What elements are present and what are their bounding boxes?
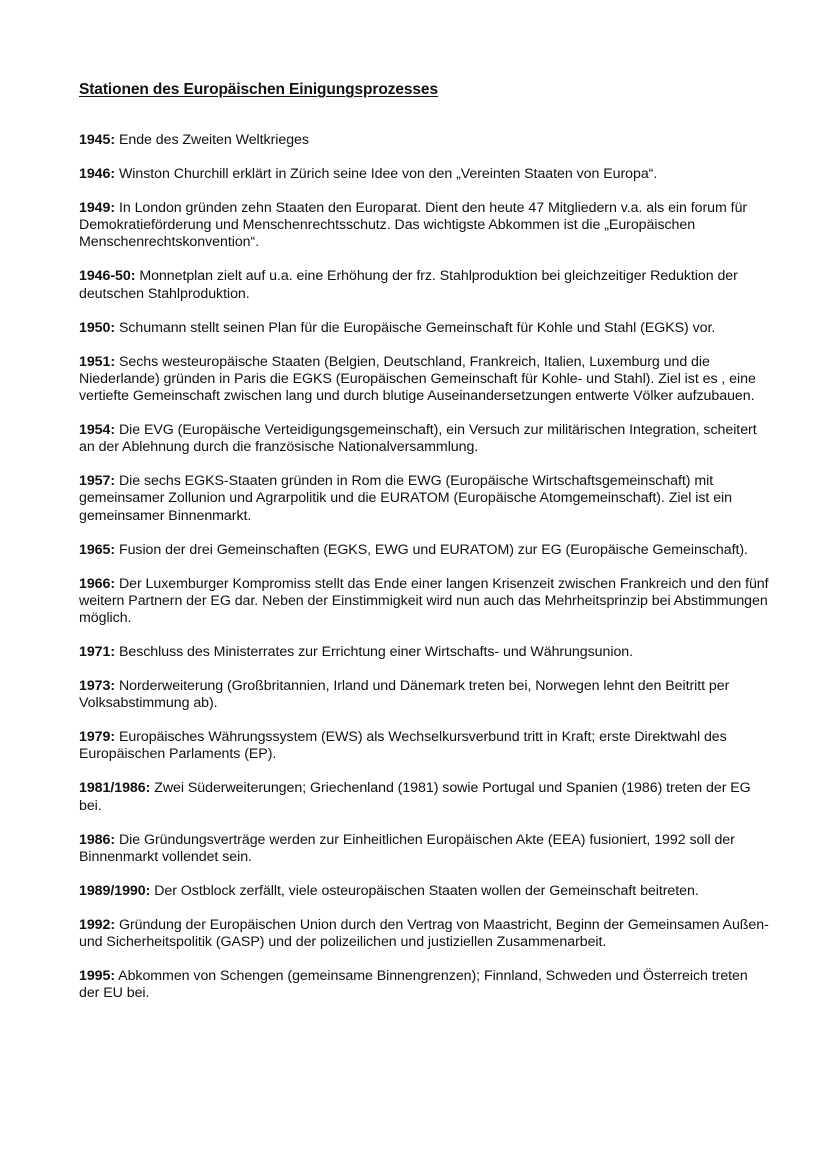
timeline-entry	[79, 354, 769, 406]
timeline-entry	[79, 883, 769, 900]
entry-year: 1946-50:	[79, 268, 136, 285]
timeline-entry	[79, 729, 769, 763]
entry-text: Der Ostblock zerfällt, viele osteuropäischen Staaten wollen der Gemeinschaft beitreten.	[154, 882, 699, 899]
entry-text: Norderweiterung (Großbritannien, Irland und Dänemark treten bei, Norwegen lehnt den Beitritt per Volksabstimmung ab).	[79, 678, 730, 712]
entry-year: 1979:	[79, 729, 116, 746]
timeline-entry	[79, 678, 769, 712]
timeline-entry	[79, 268, 769, 302]
timeline-entry	[79, 542, 769, 559]
document-title: Stationen des Europäischen Einigungsprozesses	[79, 81, 438, 98]
entry-year: 1949:	[79, 200, 116, 216]
document-page	[79, 80, 769, 1019]
timeline-entry	[79, 644, 769, 661]
timeline-entry	[79, 132, 769, 149]
timeline-entry	[79, 473, 769, 525]
timeline-entry	[79, 832, 769, 866]
entry-text: Die EVG (Europäische Verteidigungsgemeinschaft), ein Versuch zur militärischen Integration, scheitert an der Ablehnung durch die französische Nationalversammlung.	[79, 422, 757, 456]
entry-year: 1981/1986:	[79, 780, 151, 797]
timeline-entry	[79, 320, 769, 337]
entry-year: 1965:	[79, 541, 116, 558]
entry-text: Zwei Süderweiterungen; Griechenland (1981) sowie Portugal und Spanien (1986) treten der EG bei.	[79, 780, 751, 814]
entry-text: Winston Churchill erklärt in Zürich seine Idee von den „Vereinten Staaten von Europa“.	[118, 166, 658, 182]
entry-year: 1946:	[79, 166, 116, 182]
entry-text: Ende des Zweiten Weltkrieges	[118, 132, 309, 148]
entry-text: Monnetplan zielt auf u.a. eine Erhöhung der frz. Stahlproduktion bei gleichzeitiger Reduktion der deutschen Stahlproduktion.	[79, 268, 738, 302]
entry-year: 1957:	[79, 473, 116, 490]
timeline-entry	[79, 780, 769, 814]
entry-text: Die sechs EGKS-Staaten gründen in Rom die EWG (Europäische Wirtschaftsgemeinschaft) mit gemeinsamer Zollunion und Agrarpolitik und die EURATOM (Europäische Atomgemeinschaft). Ziel ist ein gemeinsamer Binnenmarkt.	[79, 473, 732, 524]
timeline-entry	[79, 917, 769, 951]
entry-year: 1954:	[79, 422, 116, 439]
entry-year: 1951:	[79, 353, 116, 370]
entry-year: 1966:	[79, 575, 116, 592]
entry-text: Schumann stellt seinen Plan für die Europäische Gemeinschaft für Kohle und Stahl (EGKS) vor.	[118, 319, 716, 336]
entry-year: 1971:	[79, 644, 116, 661]
entry-text: Abkommen von Schengen (gemeinsame Binnengrenzen); Finnland, Schweden und Österreich treten der EU bei.	[79, 968, 748, 1002]
entry-text: Die Gründungsverträge werden zur Einheitlichen Europäischen Akte (EEA) fusioniert, 1992 soll der Binnenmarkt vollendet sein.	[79, 831, 735, 865]
entry-year: 1986:	[79, 831, 116, 848]
entry-year: 1950:	[79, 319, 116, 336]
entry-year: 1989/1990:	[79, 882, 151, 899]
entry-text: Gründung der Europäischen Union durch den Vertrag von Maastricht, Beginn der Gemeinsamen Außen- und Sicherheitspolitik (GASP) und der polizeilichen und justiziellen Zusammenarbeit.	[79, 916, 769, 951]
entry-text: Beschluss des Ministerrates zur Errichtung einer Wirtschafts- und Währungsunion.	[118, 644, 634, 661]
entry-text: Fusion der drei Gemeinschaften (EGKS, EWG und EURATOM) zur EG (Europäische Gemeinschaft).	[118, 541, 748, 558]
entry-year: 1945:	[79, 132, 116, 148]
entry-text: Europäisches Währungssystem (EWS) als Wechselkursverbund tritt in Kraft; erste Direktwahl des Europäischen Parlaments (EP).	[79, 729, 727, 763]
entry-text: In London gründen zehn Staaten den Europarat. Dient den heute 47 Mitgliedern v.a. als ein forum für Demokratieförderung und Menschenrechtsschutz. Das wichtigste Abkommen ist die „Europäischen Menschenrechtskonvention“.	[79, 200, 748, 251]
timeline-entry	[79, 968, 769, 1002]
timeline-entry	[79, 200, 769, 252]
timeline-list	[79, 132, 769, 1002]
timeline-entry	[79, 576, 769, 628]
entry-text: Der Luxemburger Kompromiss stellt das Ende einer langen Krisenzeit zwischen Frankreich und den fünf weitern Partnern der EG dar. Neben der Einstimmigkeit wird nun auch das Mehrheitsprinzip bei Abstimmungen möglich.	[79, 575, 769, 627]
entry-year: 1973:	[79, 678, 116, 695]
timeline-entry	[79, 422, 769, 456]
entry-year: 1995:	[79, 968, 116, 985]
entry-year: 1992:	[79, 916, 116, 933]
entry-text: Sechs westeuropäische Staaten (Belgien, Deutschland, Frankreich, Italien, Luxemburg und die Niederlande) gründen in Paris die EGKS (Europäischen Gemeinschaft für Kohle- und Stahl). Ziel ist es , eine vertiefte Gemeinschaft zwischen lang und durch blutige Auseinandersetzungen entwerte Völker aufzubauen.	[79, 353, 756, 405]
timeline-entry	[79, 166, 769, 183]
